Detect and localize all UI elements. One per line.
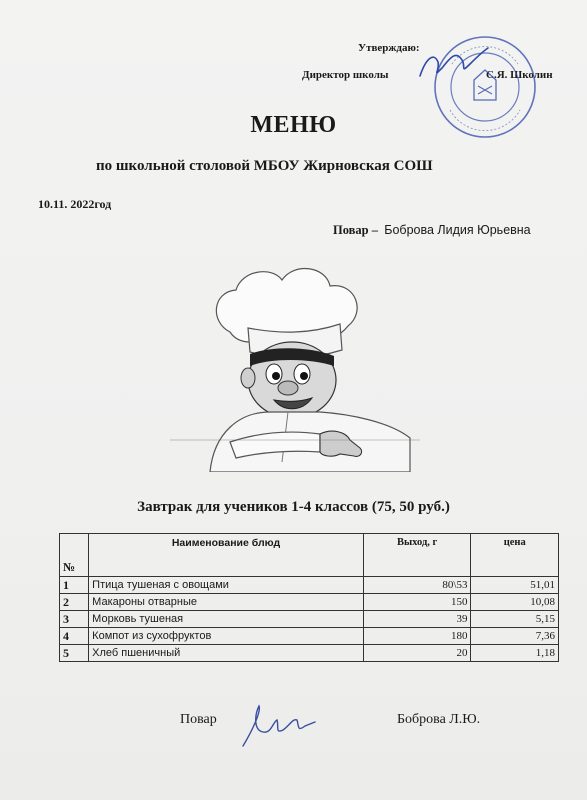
menu-title: МЕНЮ <box>250 112 337 138</box>
row-dish: Птица тушеная с овощами <box>89 577 364 594</box>
row-yield: 20 <box>363 645 471 662</box>
row-number: 1 <box>60 577 89 594</box>
row-yield: 150 <box>363 594 471 611</box>
cook-signature <box>237 696 317 756</box>
row-price: 10,08 <box>471 594 559 611</box>
menu-subtitle: по школьной столовой МБОУ Жирновская СОШ <box>96 158 433 174</box>
header-price: цена <box>471 534 559 577</box>
breakfast-menu-table <box>59 533 559 662</box>
row-yield: 80\53 <box>363 577 471 594</box>
row-number: 4 <box>60 628 89 645</box>
row-price: 1,18 <box>471 645 559 662</box>
breakfast-title: Завтрак для учеников 1-4 классов (75, 50 руб.) <box>137 499 450 515</box>
chef-illustration <box>170 262 420 472</box>
table-header-row <box>60 534 559 577</box>
menu-date: 10.11. 2022год <box>38 197 112 211</box>
header-number: № <box>60 534 89 577</box>
cook-label: Повар – <box>333 223 378 237</box>
row-number: 5 <box>60 645 89 662</box>
row-yield: 39 <box>363 611 471 628</box>
header-yield: Выход, г <box>363 534 471 577</box>
row-dish: Макароны отварные <box>89 594 364 611</box>
footer-cook-name: Боброва Л.Ю. <box>397 712 481 727</box>
row-number: 3 <box>60 611 89 628</box>
table-row <box>60 577 559 594</box>
approval-title: Утверждаю: <box>358 42 420 54</box>
row-price: 51,01 <box>471 577 559 594</box>
director-label: Директор школы <box>302 69 389 81</box>
row-dish: Компот из сухофруктов <box>89 628 364 645</box>
row-dish: Морковь тушеная <box>89 611 364 628</box>
row-dish: Хлеб пшеничный <box>89 645 364 662</box>
cook-name: Боброва Лидия Юрьевна <box>384 223 531 237</box>
header-dish: Наименование блюд <box>89 534 364 577</box>
footer-cook-label: Повар <box>180 712 217 727</box>
row-number: 2 <box>60 594 89 611</box>
table-row <box>60 611 559 628</box>
row-price: 5,15 <box>471 611 559 628</box>
table-row <box>60 645 559 662</box>
director-name: С.Я. Школин <box>486 69 553 81</box>
table-row <box>60 628 559 645</box>
cook-line <box>333 223 531 238</box>
row-price: 7,36 <box>471 628 559 645</box>
row-yield: 180 <box>363 628 471 645</box>
table-row <box>60 594 559 611</box>
